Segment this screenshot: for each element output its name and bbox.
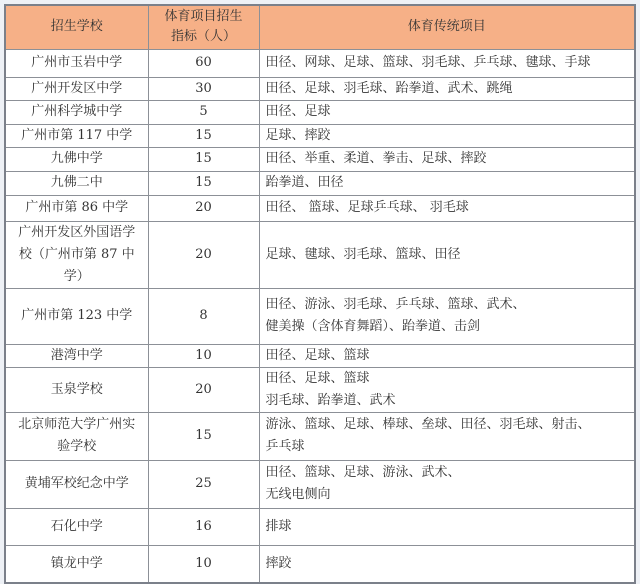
sports-cell xyxy=(259,412,635,460)
table-row xyxy=(5,344,635,367)
school-name: 广州开发区中学 xyxy=(5,77,148,100)
table-row xyxy=(5,195,635,221)
sports-line: 田径、足球、篮球 xyxy=(265,370,370,386)
sports-line: 田径、 篮球、足球乒乓球、 羽毛球 xyxy=(265,200,469,215)
quota-value: 15 xyxy=(148,412,259,460)
sports-cell xyxy=(259,508,635,545)
sports-line: 游泳、篮球、足球、棒球、垒球、田径、羽毛球、射击、 xyxy=(265,417,591,432)
sports-cell xyxy=(259,460,635,508)
sports-cell xyxy=(259,124,635,147)
sports-cell xyxy=(259,195,635,221)
table-row xyxy=(5,100,635,124)
quota-value: 15 xyxy=(148,171,259,195)
table-row xyxy=(5,147,635,171)
quota-value: 10 xyxy=(148,545,259,583)
quota-value: 30 xyxy=(148,77,259,100)
sports-line: 摔跤 xyxy=(265,555,292,571)
sports-line: 田径、足球 xyxy=(265,104,331,119)
sports-line: 羽毛球、跆拳道、武术 xyxy=(265,392,396,408)
school-name: 广州市第 123 中学 xyxy=(5,288,148,344)
table-row xyxy=(5,367,635,412)
school-name: 黄埔军校纪念中学 xyxy=(5,460,148,508)
school-name: 九佛二中 xyxy=(5,171,148,195)
table-row xyxy=(5,124,635,147)
quota-value: 5 xyxy=(148,100,259,124)
table-row xyxy=(5,288,635,344)
sports-line: 田径、篮球、足球、游泳、武术、 xyxy=(265,465,461,480)
header-sports: 体育传统项目 xyxy=(259,5,635,49)
school-name: 北京师范大学广州实验学校 xyxy=(5,412,148,460)
quota-value: 15 xyxy=(148,147,259,171)
sports-enrollment-table xyxy=(4,4,636,584)
sports-line: 乒乓球 xyxy=(265,439,305,454)
school-name: 玉泉学校 xyxy=(5,367,148,412)
table-row xyxy=(5,460,635,508)
sports-cell xyxy=(259,100,635,124)
header-quota: 体育项目招生指标（人） xyxy=(148,5,259,49)
sports-cell xyxy=(259,77,635,100)
sports-line: 健美操（含体育舞蹈）、跆拳道、击剑 xyxy=(265,319,481,334)
sports-line: 田径、足球、篮球 xyxy=(265,347,370,363)
school-name: 广州市玉岩中学 xyxy=(5,49,148,77)
sports-line: 排球 xyxy=(265,518,292,534)
sports-line: 足球、摔跤 xyxy=(265,127,331,143)
school-name: 九佛中学 xyxy=(5,147,148,171)
sports-cell xyxy=(259,221,635,288)
sports-cell xyxy=(259,171,635,195)
quota-value: 20 xyxy=(148,221,259,288)
sports-line: 田径、游泳、羽毛球、乒乓球、篮球、武术、 xyxy=(265,297,526,312)
sports-cell xyxy=(259,49,635,77)
table-row xyxy=(5,545,635,583)
school-name: 广州开发区外国语学校（广州市第 87 中学） xyxy=(5,221,148,288)
table-row xyxy=(5,508,635,545)
table-row xyxy=(5,77,635,100)
quota-value: 10 xyxy=(148,344,259,367)
table-row xyxy=(5,49,635,77)
sports-line: 无线电侧向 xyxy=(265,487,331,502)
quota-value: 20 xyxy=(148,195,259,221)
sports-cell xyxy=(259,344,635,367)
header-row xyxy=(5,5,635,49)
table-row xyxy=(5,171,635,195)
table-row xyxy=(5,221,635,288)
sports-line: 跆拳道、田径 xyxy=(265,175,344,190)
header-school: 招生学校 xyxy=(5,5,148,49)
quota-value: 60 xyxy=(148,49,259,77)
school-name: 港湾中学 xyxy=(5,344,148,367)
table-row xyxy=(5,412,635,460)
sports-cell xyxy=(259,288,635,344)
sports-line: 田径、举重、柔道、拳击、足球、摔跤 xyxy=(265,151,487,166)
school-name: 广州市第 117 中学 xyxy=(5,124,148,147)
sports-line: 足球、毽球、羽毛球、篮球、田径 xyxy=(265,246,461,262)
sports-cell xyxy=(259,545,635,583)
quota-value: 25 xyxy=(148,460,259,508)
sports-line: 田径、足球、羽毛球、跆拳道、武术、跳绳 xyxy=(265,80,513,96)
quota-value: 16 xyxy=(148,508,259,545)
quota-value: 8 xyxy=(148,288,259,344)
school-name: 广州市第 86 中学 xyxy=(5,195,148,221)
quota-value: 20 xyxy=(148,367,259,412)
quota-value: 15 xyxy=(148,124,259,147)
school-name: 广州科学城中学 xyxy=(5,100,148,124)
sports-cell xyxy=(259,147,635,171)
school-name: 镇龙中学 xyxy=(5,545,148,583)
sports-line: 田径、网球、足球、篮球、羽毛球、乒乓球、毽球、手球 xyxy=(265,55,591,70)
sports-cell xyxy=(259,367,635,412)
school-name: 石化中学 xyxy=(5,508,148,545)
